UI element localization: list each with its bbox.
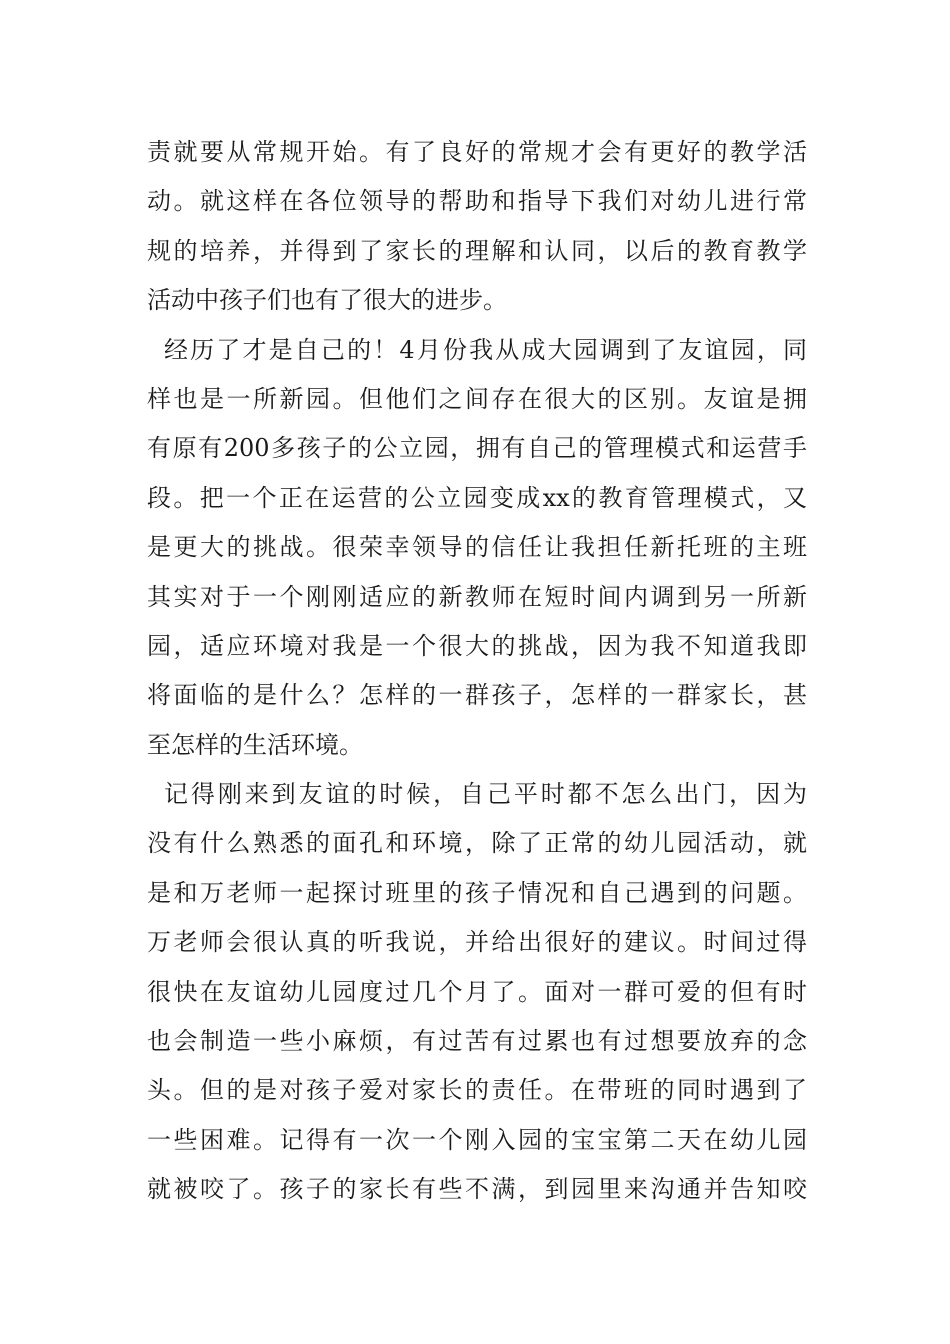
text-line: 就被咬了。孩子的家长有些不满，到园里来沟通并告知咬 (147, 1175, 807, 1204)
text-line: 没有什么熟悉的面孔和环境，除了正常的幼儿园活动，就 (147, 829, 807, 858)
text-line: 是和万老师一起探讨班里的孩子情况和自己遇到的问题。 (147, 878, 807, 907)
text-line: 也会制造一些小麻烦，有过苦有过累也有过想要放弃的念 (147, 1027, 807, 1056)
text-line: 段。把一个正在运营的公立园变成xx的教育管理模式，又 (147, 483, 807, 512)
text-line: 活动中孩子们也有了很大的进步。 (147, 286, 507, 315)
text-line: 责就要从常规开始。有了良好的常规才会有更好的教学活 (147, 138, 807, 166)
body-text (147, 128, 807, 1215)
text-line: 万老师会很认真的听我说，并给出很好的建议。时间过得 (147, 928, 807, 957)
paragraph-1 (147, 128, 807, 326)
text-line: 动。就这样在各位领导的帮助和指导下我们对幼儿进行常 (147, 187, 807, 216)
text-line: 其实对于一个刚刚适应的新教师在短时间内调到另一所新 (147, 582, 807, 611)
text-line: 头。但的是对孩子爱对家长的责任。在带班的同时遇到了 (147, 1076, 807, 1105)
text-line: 经历了才是自己的！4月份我从成大园调到了友谊园，同 (164, 335, 807, 364)
text-line: 至怎样的生活环境。 (147, 730, 363, 759)
text-line: 是更大的挑战。很荣幸领导的信任让我担任新托班的主班 (147, 533, 807, 562)
text-line: 一些困难。记得有一次一个刚入园的宝宝第二天在幼儿园 (147, 1125, 807, 1154)
text-line: 记得刚来到友谊的时候，自己平时都不怎么出门，因为 (164, 780, 807, 809)
text-line: 园，适应环境对我是一个很大的挑战，因为我不知道我即 (147, 631, 807, 660)
text-line: 将面临的是什么？怎样的一群孩子，怎样的一群家长，甚 (147, 681, 807, 710)
text-line: 样也是一所新园。但他们之间存在很大的区别。友谊是拥 (147, 384, 807, 413)
paragraph-2 (147, 326, 807, 771)
text-line: 很快在友谊幼儿园度过几个月了。面对一群可爱的但有时 (147, 977, 807, 1006)
paragraph-3 (147, 770, 807, 1215)
text-line: 规的培养，并得到了家长的理解和认同，以后的教育教学 (147, 236, 807, 265)
text-line: 有原有200多孩子的公立园，拥有自己的管理模式和运营手 (147, 434, 807, 463)
